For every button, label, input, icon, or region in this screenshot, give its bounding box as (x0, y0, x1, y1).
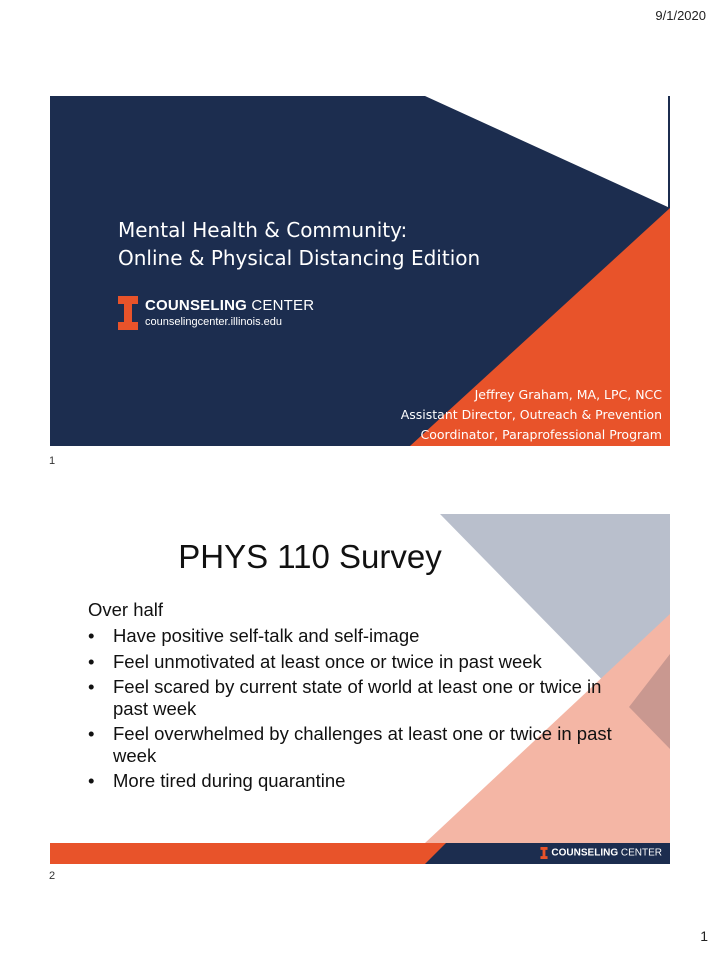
slide-1-title (118, 216, 480, 272)
list-item: • Feel unmotivated at least once or twice in past week (88, 651, 633, 673)
slide-2 (50, 514, 670, 864)
slide-1 (50, 96, 670, 446)
page-number: 1 (700, 928, 708, 944)
presenter-role-2: Coordinator, Paraprofessional Program (420, 427, 662, 442)
list-item: • Feel overwhelmed by challenges at least one or twice in past week (88, 723, 633, 766)
list-item: • Have positive self-talk and self-image (88, 625, 633, 647)
counseling-center-logo (118, 296, 378, 332)
presenter-role: Assistant Director, Outreach & Prevention (400, 407, 662, 422)
survey-bullet-list (88, 625, 633, 796)
list-item: • Feel scared by current state of world at least one or twice in past week (88, 676, 633, 719)
title-line-2: Online & Physical Distancing Edition (118, 246, 481, 270)
presenter-info (401, 385, 662, 445)
illinois-block-i-icon (118, 296, 138, 330)
footer-logo: COUNSELING CENTER (540, 847, 662, 860)
slide-2-intro: Over half (88, 599, 164, 620)
illinois-block-i-icon (540, 847, 548, 859)
slide-2-title: PHYS 110 Survey (178, 538, 442, 575)
title-line-1: Mental Health & Community: (118, 218, 408, 242)
slide-1-number: 1 (49, 455, 56, 467)
list-item: • More tired during quarantine (88, 770, 633, 792)
presenter-name: Jeffrey Graham, MA, LPC, NCC (474, 387, 662, 402)
logo-url: counselingcenter.illinois.edu (145, 316, 282, 328)
page-date: 9/1/2020 (655, 8, 706, 23)
slide-2-number: 2 (49, 870, 56, 882)
logo-name: COUNSELING CENTER (145, 297, 315, 314)
